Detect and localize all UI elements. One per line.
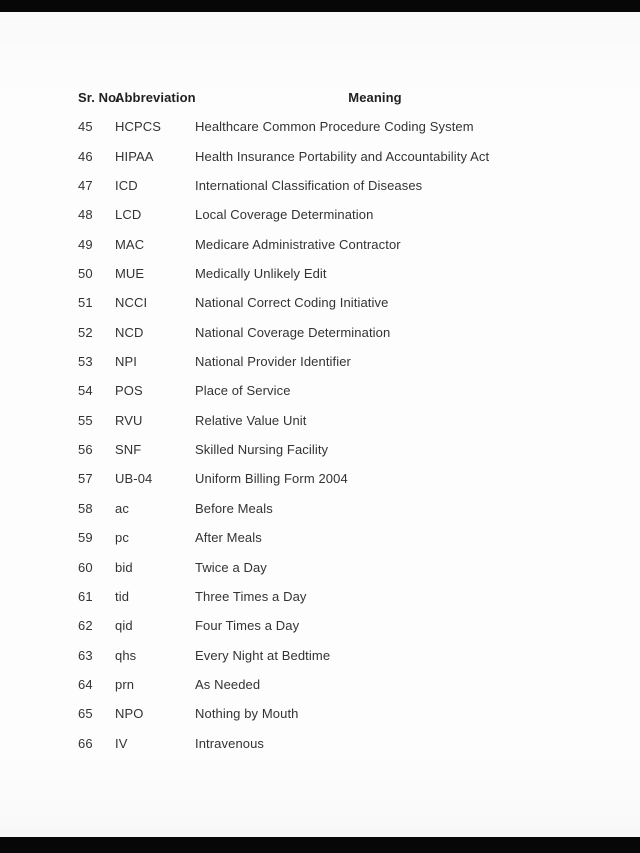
cell-abbreviation: HIPAA xyxy=(115,148,154,164)
cell-meaning: Healthcare Common Procedure Coding System xyxy=(195,119,474,135)
cell-meaning: Relative Value Unit xyxy=(195,412,307,428)
cell-meaning: Four Times a Day xyxy=(195,618,300,634)
cell-srno: 64 xyxy=(78,676,93,692)
cell-meaning: As Needed xyxy=(195,676,261,692)
cell-meaning: Three Times a Day xyxy=(195,588,307,604)
table-row xyxy=(78,648,578,677)
table-row xyxy=(78,618,578,647)
cell-abbreviation: qid xyxy=(115,618,133,634)
cell-srno: 47 xyxy=(78,178,93,194)
cell-meaning: National Coverage Determination xyxy=(195,324,391,340)
cell-meaning: Every Night at Bedtime xyxy=(195,647,331,663)
table-row xyxy=(78,413,578,442)
table-row xyxy=(78,530,578,559)
cell-meaning: National Correct Coding Initiative xyxy=(195,295,389,311)
table-row xyxy=(78,383,578,412)
table-row xyxy=(78,442,578,471)
cell-srno: 45 xyxy=(78,119,93,135)
cell-meaning: Skilled Nursing Facility xyxy=(195,442,329,458)
cell-abbreviation: MAC xyxy=(115,236,145,252)
cell-abbreviation: SNF xyxy=(115,442,142,458)
cell-srno: 59 xyxy=(78,530,93,546)
cell-meaning: Medicare Administrative Contractor xyxy=(195,236,401,252)
cell-srno: 50 xyxy=(78,266,93,282)
table-row xyxy=(78,295,578,324)
table-row xyxy=(78,266,578,295)
cell-srno: 57 xyxy=(78,471,93,487)
cell-abbreviation: POS xyxy=(115,383,143,399)
table-row xyxy=(78,237,578,266)
table-row xyxy=(78,706,578,735)
cell-abbreviation: pc xyxy=(115,530,129,546)
cell-srno: 63 xyxy=(78,647,93,663)
cell-abbreviation: MUE xyxy=(115,266,145,282)
bottom-letterbox-bar xyxy=(0,837,640,853)
cell-meaning: National Provider Identifier xyxy=(195,354,351,370)
cell-meaning: Health Insurance Portability and Accountability Act xyxy=(195,148,490,164)
cell-abbreviation: RVU xyxy=(115,412,143,428)
cell-meaning: Place of Service xyxy=(195,383,291,399)
cell-abbreviation: NCD xyxy=(115,324,144,340)
table-row xyxy=(78,471,578,500)
cell-abbreviation: ac xyxy=(115,500,129,516)
cell-srno: 46 xyxy=(78,148,93,164)
cell-srno: 49 xyxy=(78,236,93,252)
cell-srno: 53 xyxy=(78,354,93,370)
cell-meaning: Local Coverage Determination xyxy=(195,207,374,223)
table-row xyxy=(78,325,578,354)
cell-meaning: Nothing by Mouth xyxy=(195,706,299,722)
cell-abbreviation: HCPCS xyxy=(115,119,162,135)
table-row xyxy=(78,178,578,207)
cell-meaning: Uniform Billing Form 2004 xyxy=(195,471,348,487)
cell-abbreviation: LCD xyxy=(115,207,142,223)
cell-abbreviation: tid xyxy=(115,588,130,604)
cell-abbreviation: prn xyxy=(115,676,135,692)
cell-meaning: Intravenous xyxy=(195,735,265,751)
table-row xyxy=(78,736,578,765)
table-row xyxy=(78,354,578,383)
cell-meaning: International Classification of Diseases xyxy=(195,178,423,194)
table-row xyxy=(78,207,578,236)
cell-srno: 52 xyxy=(78,324,93,340)
cell-srno: 58 xyxy=(78,500,93,516)
abbreviation-table xyxy=(78,90,578,765)
cell-srno: 51 xyxy=(78,295,93,311)
column-header-abbreviation: Abbreviation xyxy=(115,90,196,105)
cell-meaning: Twice a Day xyxy=(195,559,267,575)
cell-abbreviation: NPO xyxy=(115,706,144,722)
table-row xyxy=(78,119,578,148)
table-row xyxy=(78,589,578,618)
table-row xyxy=(78,677,578,706)
column-header-srno: Sr. No. xyxy=(78,90,120,105)
cell-abbreviation: UB-04 xyxy=(115,471,153,487)
cell-srno: 56 xyxy=(78,442,93,458)
cell-abbreviation: qhs xyxy=(115,647,137,663)
column-header-meaning: Meaning xyxy=(348,90,402,105)
cell-srno: 60 xyxy=(78,559,93,575)
cell-abbreviation: NPI xyxy=(115,354,137,370)
cell-srno: 66 xyxy=(78,735,93,751)
document-page xyxy=(0,12,640,837)
cell-srno: 48 xyxy=(78,207,93,223)
cell-meaning: After Meals xyxy=(195,530,262,546)
cell-srno: 62 xyxy=(78,618,93,634)
abbreviation-table-body xyxy=(78,119,578,765)
cell-abbreviation: bid xyxy=(115,559,133,575)
cell-abbreviation: IV xyxy=(115,735,128,751)
cell-abbreviation: ICD xyxy=(115,178,138,194)
table-row xyxy=(78,560,578,589)
cell-srno: 65 xyxy=(78,706,93,722)
cell-meaning: Medically Unlikely Edit xyxy=(195,266,327,282)
cell-srno: 55 xyxy=(78,412,93,428)
cell-meaning: Before Meals xyxy=(195,500,273,516)
cell-abbreviation: NCCI xyxy=(115,295,148,311)
cell-srno: 54 xyxy=(78,383,93,399)
table-header-row xyxy=(78,90,578,119)
table-row xyxy=(78,149,578,178)
table-row xyxy=(78,501,578,530)
cell-srno: 61 xyxy=(78,588,93,604)
top-letterbox-bar xyxy=(0,0,640,12)
